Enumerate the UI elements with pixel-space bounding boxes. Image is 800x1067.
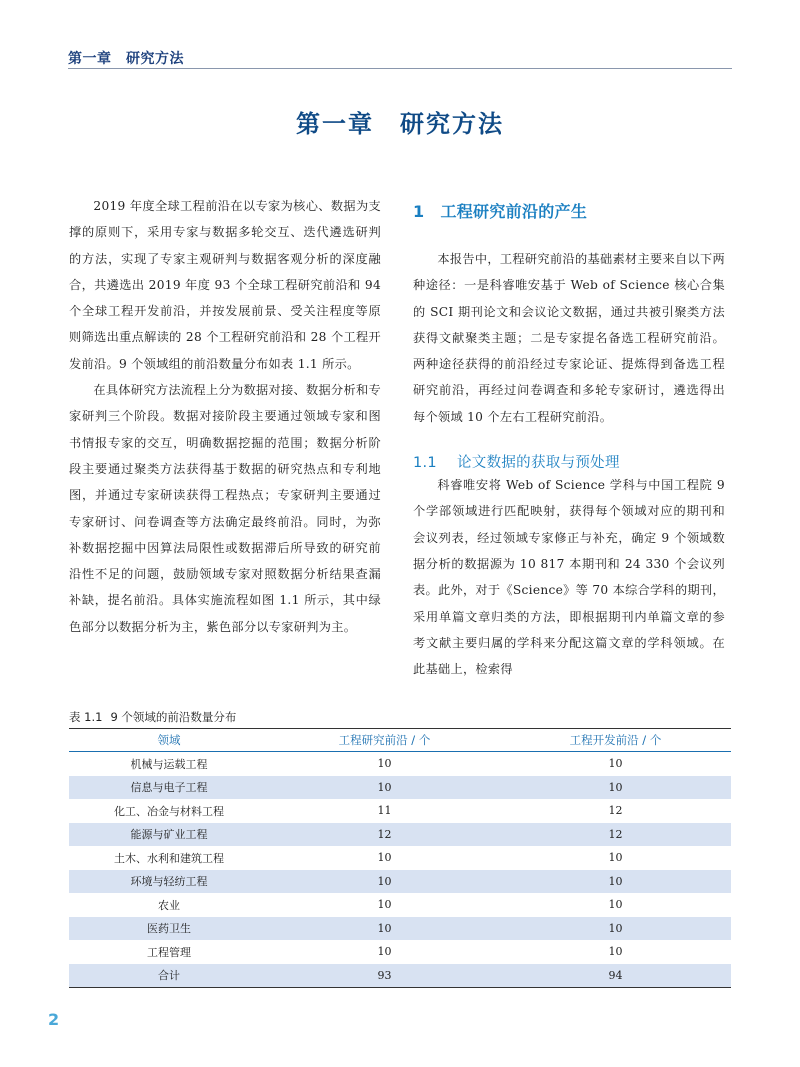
table-row: [69, 799, 731, 823]
cell-development: 12: [608, 804, 623, 818]
table-caption-text: 9 个领域的前沿数量分布: [110, 710, 237, 724]
right-column: [413, 200, 725, 682]
header-development-fronts: 工程开发前沿 / 个: [500, 729, 731, 752]
cell-development: 10: [608, 898, 623, 912]
cell-field: 土木、水利和建筑工程: [114, 851, 224, 865]
cell-research: 10: [377, 851, 392, 865]
cell-field: 化工、冶金与材料工程: [114, 804, 224, 818]
cell-field: 医药卫生: [69, 917, 269, 941]
table-row: [69, 752, 731, 776]
frontier-count-table: [69, 728, 731, 988]
table-row: [69, 823, 731, 847]
cell-development: 10: [608, 945, 623, 959]
cell-research: 11: [377, 804, 392, 818]
left-paragraph-2: 在具体研究方法流程上分为数据对接、数据分析和专家研判三个阶段。数据对接阶段主要通过领域专家和图书情报专家的交互，明确数据挖掘的范围；数据分析阶段主要通过聚类方法获得基于数据的研究热点和专利地图，并通过专家研读获得工程热点；专家研判主要通过专家研讨、问卷调查等方法确定最终前沿。同时，为弥补数据挖掘中因算法局限性或数据滞后所导致的研究前沿性不足的问题，鼓励领域专家对照数据分析结果查漏补缺，提名前沿。具体实施流程如图 1.1 所示，其中绿色部分以数据分析为主，紫色部分以专家研判为主。: [69, 383, 381, 634]
section-number: 1: [413, 202, 425, 221]
cell-development: 10: [500, 776, 731, 800]
page-number: 2: [48, 1010, 60, 1029]
table-row: [69, 870, 731, 894]
cell-field: 能源与矿业工程: [69, 823, 269, 847]
header-rule: [68, 68, 732, 69]
section-paragraph: 本报告中，工程研究前沿的基础素材主要来自以下两种途径：一是科睿唯安基于 Web of Science 核心合集的 SCI 期刊论文和会议论文数据，通过共被引聚类方法获得文献聚类主题；二是专家提名备选工程研究前沿。两种途径获得的前沿经过专家论证、提炼得到备选工程研究前沿，再经过问卷调查和多轮专家研讨，遴选得出每个领域 10 个左右工程研究前沿。: [413, 252, 725, 424]
left-column: [69, 193, 381, 640]
subsection-paragraph: 科睿唯安将 Web of Science 学科与中国工程院 9 个学部领域进行匹配映射，获得每个领域对应的期刊和会议列表，经过领域专家修正与补充，确定 9 个领域数据分析的数据源为 10 817 本期刊和 24 330 个会议列表。此外，对于《Science》等 70 本综合学科的期刊，采用单篇文章归类的方法，即根据期刊内单篇文章的参考文献主要归属的学科来分配这篇文章的学科领域。在此基础上，检索得: [413, 478, 725, 677]
subsection-title: 论文数据的获取与预处理: [456, 455, 620, 472]
cell-development: 10: [500, 870, 731, 894]
cell-research: 10: [269, 776, 500, 800]
chapter-title: 第一章 研究方法: [296, 110, 504, 138]
cell-development: 10: [608, 851, 623, 865]
table-row: [69, 776, 731, 800]
cell-research: 10: [377, 945, 392, 959]
cell-research: 10: [377, 757, 392, 771]
cell-field: 环境与轻纺工程: [69, 870, 269, 894]
table-total-row: [69, 964, 731, 988]
table-row: [69, 893, 731, 917]
cell-development: 10: [500, 917, 731, 941]
header-research-fronts: 工程研究前沿 / 个: [269, 729, 500, 752]
cell-field: 机械与运载工程: [130, 757, 208, 771]
running-header-title: 第一章 研究方法: [68, 51, 184, 67]
table-row: [69, 917, 731, 941]
cell-research: 10: [269, 870, 500, 894]
cell-field: 合计: [69, 964, 269, 988]
table-caption-number: 表 1.1: [69, 710, 103, 724]
table-header-row: [69, 729, 731, 752]
cell-research: 10: [269, 917, 500, 941]
cell-field: 信息与电子工程: [69, 776, 269, 800]
cell-research: 10: [377, 898, 392, 912]
header-field: 领域: [69, 729, 269, 752]
cell-development: 94: [500, 964, 731, 988]
subsection-number: 1.1: [413, 455, 437, 472]
cell-development: 12: [500, 823, 731, 847]
cell-research: 93: [269, 964, 500, 988]
table-caption: [69, 709, 236, 725]
cell-research: 12: [269, 823, 500, 847]
table-row: [69, 846, 731, 870]
cell-field: 工程管理: [147, 945, 191, 959]
left-paragraph-1: 2019 年度全球工程前沿在以专家为核心、数据为支撑的原则下，采用专家与数据多轮交互、迭代遴选研判的方法，实现了专家主观研判与数据客观分析的深度融合，共遴选出 2019 年度 93 个全球工程研究前沿和 94 个全球工程开发前沿，并按发展前景、受关注程度等原则筛选出重点解读的 28 个工程研究前沿和 28 个工程开发前沿。9 个领域组的前沿数量分布如表 1.1 所示。: [69, 199, 381, 371]
section-title: 工程研究前沿的产生: [440, 202, 588, 221]
section-heading: [413, 200, 725, 224]
table-row: [69, 940, 731, 964]
cell-field: 农业: [158, 898, 180, 912]
cell-development: 10: [608, 757, 623, 771]
